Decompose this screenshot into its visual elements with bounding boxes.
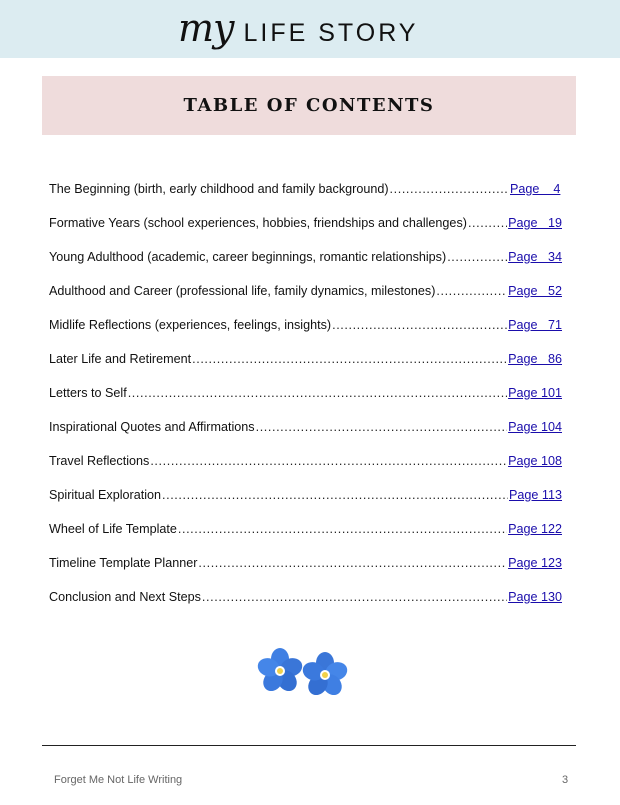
toc-entry-label: Midlife Reflections (experiences, feelings, insights): [49, 318, 332, 332]
toc-page-link[interactable]: Page 86: [508, 352, 562, 366]
toc-row: [49, 172, 562, 206]
toc-page-link[interactable]: Page 71: [508, 318, 562, 332]
brand-title: [178, 6, 418, 56]
toc-entry-label: Spiritual Exploration: [49, 488, 162, 502]
toc-dot-leader: [198, 556, 507, 571]
brand-script-word: my: [178, 6, 234, 50]
toc-dot-leader: [436, 284, 507, 299]
toc-row: [49, 546, 562, 580]
toc-entry-label: Travel Reflections: [49, 454, 150, 468]
toc-page-link[interactable]: Page 52: [508, 284, 562, 298]
footer-divider: [42, 745, 576, 746]
toc-row: [49, 274, 562, 308]
toc-row: [49, 376, 562, 410]
forget-me-not-flowers-icon: [252, 644, 352, 704]
toc-dot-leader: [178, 522, 507, 537]
toc-dot-leader: [150, 454, 507, 469]
toc-page-link[interactable]: Page 19: [508, 216, 562, 230]
toc-dot-leader: [390, 182, 509, 197]
toc-row: [49, 580, 562, 614]
flower-left: [255, 648, 304, 695]
toc-page-link[interactable]: Page 122: [508, 522, 562, 536]
toc-dot-leader: [162, 488, 508, 503]
toc-row: [49, 478, 562, 512]
toc-title-band: [42, 76, 576, 135]
toc-page-link[interactable]: Page 104: [508, 420, 562, 434]
toc-entry-label: Letters to Self: [49, 386, 127, 400]
toc-dot-leader: [332, 318, 507, 333]
toc-entry-label: Adulthood and Career (professional life, family dynamics, milestones): [49, 284, 436, 298]
toc-entry-label: Formative Years (school experiences, hobbies, friendships and challenges): [49, 216, 467, 230]
toc-page-link[interactable]: Page 123: [508, 556, 562, 570]
brand-caps-word: LIFE STORY: [243, 19, 419, 47]
toc-page-link[interactable]: Page 34: [508, 250, 562, 264]
toc-row: [49, 240, 562, 274]
toc-page-link[interactable]: Page 4: [510, 182, 561, 196]
toc-list: [49, 172, 562, 614]
toc-dot-leader: [192, 352, 507, 367]
flower-right: [300, 652, 349, 699]
toc-page-link[interactable]: Page 130: [508, 590, 562, 604]
toc-title: TABLE OF CONTENTS: [183, 95, 435, 116]
toc-dot-leader: [202, 590, 507, 605]
toc-entry-label: Timeline Template Planner: [49, 556, 198, 570]
toc-entry-label: Young Adulthood (academic, career beginnings, romantic relationships): [49, 250, 447, 264]
toc-dot-leader: [447, 250, 507, 265]
toc-entry-label: Later Life and Retirement: [49, 352, 192, 366]
toc-page-link[interactable]: Page 101: [508, 386, 562, 400]
toc-page-link[interactable]: Page 108: [508, 454, 562, 468]
toc-row: [49, 512, 562, 546]
footer-page-number: 3: [562, 774, 569, 786]
toc-row: [49, 206, 562, 240]
toc-entry-label: Wheel of Life Template: [49, 522, 177, 536]
toc-entry-label: Inspirational Quotes and Affirmations: [49, 420, 255, 434]
toc-row: [49, 342, 562, 376]
toc-dot-leader: [128, 386, 507, 401]
toc-row: [49, 444, 562, 478]
toc-row: [49, 308, 562, 342]
toc-entry-label: Conclusion and Next Steps: [49, 590, 201, 604]
toc-row: [49, 410, 562, 444]
toc-dot-leader: [256, 420, 507, 435]
toc-dot-leader: [468, 216, 507, 231]
footer-publisher: Forget Me Not Life Writing: [54, 774, 183, 786]
toc-page-link[interactable]: Page 113: [509, 488, 562, 502]
toc-entry-label: The Beginning (birth, early childhood and family background): [49, 182, 389, 196]
